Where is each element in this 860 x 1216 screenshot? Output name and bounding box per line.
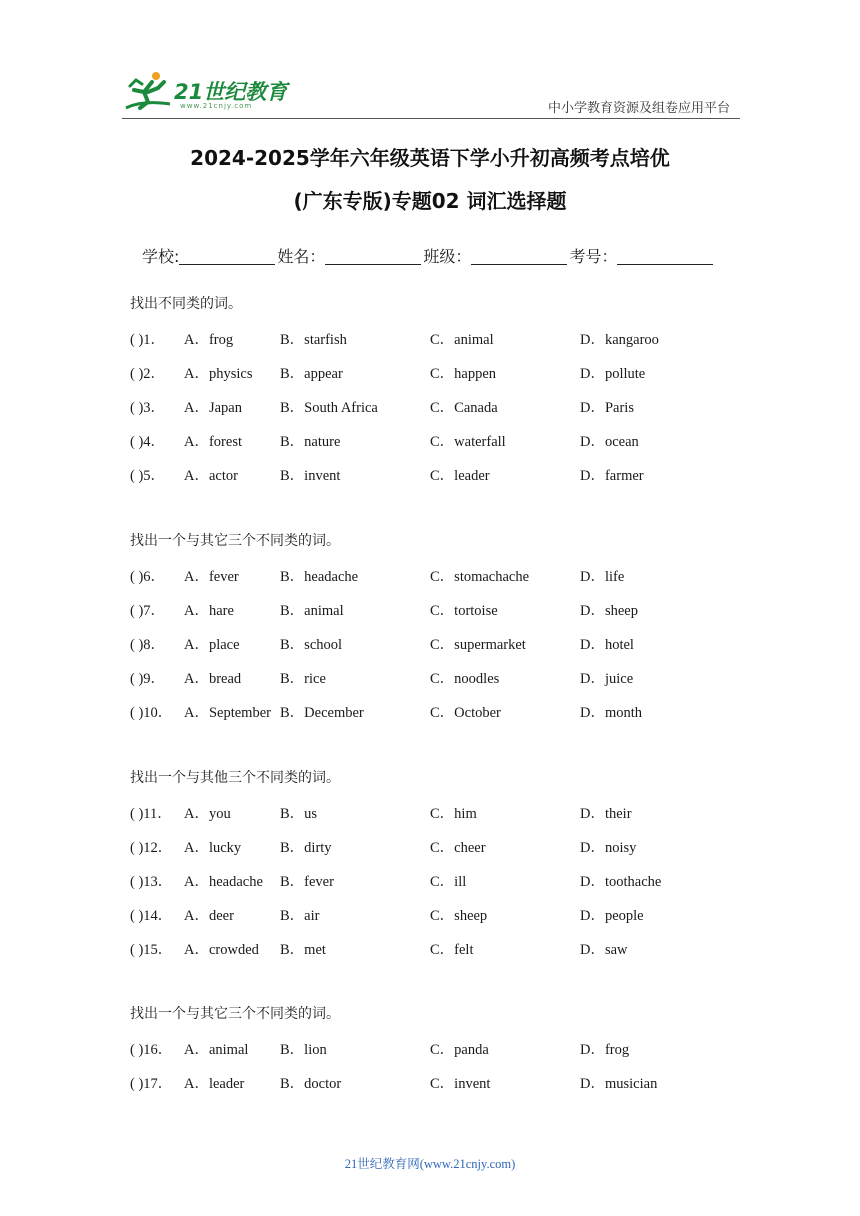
class-label: 班级： bbox=[423, 247, 472, 266]
option-b: B．lion bbox=[280, 1042, 327, 1058]
question-number[interactable]: ( )1． bbox=[130, 332, 166, 348]
option-b: B．rice bbox=[280, 671, 326, 687]
option-b: B．air bbox=[280, 908, 320, 924]
question-number[interactable]: ( )12． bbox=[130, 840, 173, 856]
option-b: B．school bbox=[280, 637, 343, 653]
name-label: 姓名： bbox=[277, 247, 326, 266]
option-a: A．bread bbox=[184, 671, 242, 687]
option-b: B．animal bbox=[280, 603, 344, 619]
option-b: B．starfish bbox=[280, 332, 347, 348]
question-row bbox=[130, 1040, 630, 1074]
option-d: D．farmer bbox=[580, 468, 644, 484]
option-a: A．leader bbox=[184, 1076, 245, 1092]
question-row bbox=[130, 432, 639, 466]
option-c: C．him bbox=[430, 806, 477, 822]
option-b: B．South Africa bbox=[280, 400, 378, 416]
option-c: C．sheep bbox=[430, 908, 488, 924]
question-number[interactable]: ( )16． bbox=[130, 1042, 173, 1058]
option-d: D．musician bbox=[580, 1076, 658, 1092]
logo-text: 21世纪教育 bbox=[174, 80, 288, 104]
option-a: A．fever bbox=[184, 569, 239, 585]
option-d: D．kangaroo bbox=[580, 332, 659, 348]
question-number[interactable]: ( )6． bbox=[130, 569, 166, 585]
question-number[interactable]: ( )15． bbox=[130, 942, 173, 958]
option-d: D．hotel bbox=[580, 637, 634, 653]
section-instruction: 找出一个与其他三个不同类的词。 bbox=[130, 770, 340, 786]
option-b: B．appear bbox=[280, 366, 343, 382]
option-c: C．supermarket bbox=[430, 637, 526, 653]
question-row bbox=[130, 466, 644, 500]
question-row bbox=[130, 703, 643, 737]
question-row bbox=[130, 601, 638, 635]
option-a: A．hare bbox=[184, 603, 234, 619]
option-b: B．nature bbox=[280, 434, 341, 450]
option-a: A．deer bbox=[184, 908, 234, 924]
logo-url: www.21cnjy.com bbox=[180, 102, 253, 110]
section-instruction: 找出不同类的词。 bbox=[130, 296, 242, 312]
question-row bbox=[130, 872, 662, 906]
option-a: A．lucky bbox=[184, 840, 242, 856]
student-info bbox=[142, 244, 715, 267]
option-c: C．animal bbox=[430, 332, 494, 348]
section-instruction: 找出一个与其它三个不同类的词。 bbox=[130, 533, 340, 549]
platform-label: 中小学教育资源及组卷应用平台 bbox=[547, 101, 730, 116]
question-section bbox=[130, 294, 659, 500]
option-b: B．doctor bbox=[280, 1076, 342, 1092]
option-d: D．month bbox=[580, 705, 643, 721]
question-row bbox=[130, 330, 659, 364]
question-number[interactable]: ( )5． bbox=[130, 468, 166, 484]
option-c: C．happen bbox=[430, 366, 497, 382]
option-c: C．tortoise bbox=[430, 603, 498, 619]
option-a: A．animal bbox=[184, 1042, 249, 1058]
option-d: D．pollute bbox=[580, 366, 646, 382]
option-d: D．ocean bbox=[580, 434, 639, 450]
option-d: D．Paris bbox=[580, 400, 634, 416]
option-b: B．headache bbox=[280, 569, 359, 585]
question-number[interactable]: ( )17． bbox=[130, 1076, 173, 1092]
question-row bbox=[130, 906, 644, 940]
question-number[interactable]: ( )11． bbox=[130, 806, 172, 822]
option-c: C．invent bbox=[430, 1076, 491, 1092]
option-c: C．October bbox=[430, 705, 501, 721]
option-c: C．noodles bbox=[430, 671, 500, 687]
question-row bbox=[130, 804, 632, 838]
question-section bbox=[130, 1004, 658, 1108]
question-row bbox=[130, 635, 634, 669]
option-a: A．Japan bbox=[184, 400, 242, 416]
option-d: D．juice bbox=[580, 671, 634, 687]
option-d: D．frog bbox=[580, 1042, 630, 1058]
option-c: C．felt bbox=[430, 942, 474, 958]
option-a: A．crowded bbox=[184, 942, 259, 958]
section-instruction: 找出一个与其它三个不同类的词。 bbox=[130, 1006, 340, 1022]
question-number[interactable]: ( )10． bbox=[130, 705, 173, 721]
exam-number-label: 考号： bbox=[569, 247, 618, 266]
option-c: C．waterfall bbox=[430, 434, 506, 450]
option-b: B．met bbox=[280, 942, 326, 958]
question-section bbox=[130, 768, 662, 974]
logo bbox=[122, 68, 292, 116]
option-d: D．saw bbox=[580, 942, 628, 958]
question-number[interactable]: ( )13． bbox=[130, 874, 173, 890]
question-row bbox=[130, 567, 625, 601]
option-a: A．frog bbox=[184, 332, 234, 348]
option-b: B．fever bbox=[280, 874, 334, 890]
option-a: A．physics bbox=[184, 366, 253, 382]
header-divider bbox=[122, 118, 740, 119]
question-number[interactable]: ( )2． bbox=[130, 366, 166, 382]
option-b: B．December bbox=[280, 705, 364, 721]
option-c: C．cheer bbox=[430, 840, 486, 856]
question-row bbox=[130, 940, 628, 974]
option-b: B．invent bbox=[280, 468, 341, 484]
option-a: A．actor bbox=[184, 468, 238, 484]
question-row bbox=[130, 669, 634, 703]
school-blank[interactable] bbox=[179, 250, 275, 265]
option-a: A．September bbox=[184, 705, 271, 721]
option-d: D．noisy bbox=[580, 840, 637, 856]
question-row bbox=[130, 364, 646, 398]
option-b: B．dirty bbox=[280, 840, 332, 856]
question-row bbox=[130, 1074, 658, 1108]
option-a: A．place bbox=[184, 637, 240, 653]
exam-number-blank[interactable] bbox=[617, 250, 713, 265]
school-label: 学校: bbox=[142, 247, 180, 266]
question-row bbox=[130, 398, 634, 432]
page-header bbox=[0, 0, 860, 125]
option-a: A．headache bbox=[184, 874, 263, 890]
option-c: C．ill bbox=[430, 874, 467, 890]
name-blank[interactable] bbox=[325, 250, 421, 265]
option-c: C．stomachache bbox=[430, 569, 530, 585]
option-c: C．panda bbox=[430, 1042, 489, 1058]
question-number[interactable]: ( )4． bbox=[130, 434, 166, 450]
option-c: C．leader bbox=[430, 468, 490, 484]
question-section bbox=[130, 531, 643, 737]
question-number[interactable]: ( )9． bbox=[130, 671, 166, 687]
question-number[interactable]: ( )8． bbox=[130, 637, 166, 653]
page-title: 2024-2025学年六年级英语下学小升初高频考点培优 bbox=[190, 146, 670, 170]
question-number[interactable]: ( )7． bbox=[130, 603, 166, 619]
option-a: A．forest bbox=[184, 434, 242, 450]
class-blank[interactable] bbox=[471, 250, 567, 265]
option-a: A．you bbox=[184, 806, 231, 822]
option-d: D．sheep bbox=[580, 603, 638, 619]
option-b: B．us bbox=[280, 806, 318, 822]
option-d: D．people bbox=[580, 908, 644, 924]
page-footer: 21世纪教育网(www.21cnjy.com) bbox=[344, 1157, 516, 1171]
question-number[interactable]: ( )14． bbox=[130, 908, 173, 924]
option-d: D．toothache bbox=[580, 874, 662, 890]
page-subtitle: (广东专版)专题02 词汇选择题 bbox=[293, 189, 567, 213]
option-d: D．their bbox=[580, 806, 632, 822]
option-c: C．Canada bbox=[430, 400, 498, 416]
option-d: D．life bbox=[580, 569, 625, 585]
question-row bbox=[130, 838, 637, 872]
question-number[interactable]: ( )3． bbox=[130, 400, 166, 416]
runner-logo-icon bbox=[122, 70, 182, 114]
